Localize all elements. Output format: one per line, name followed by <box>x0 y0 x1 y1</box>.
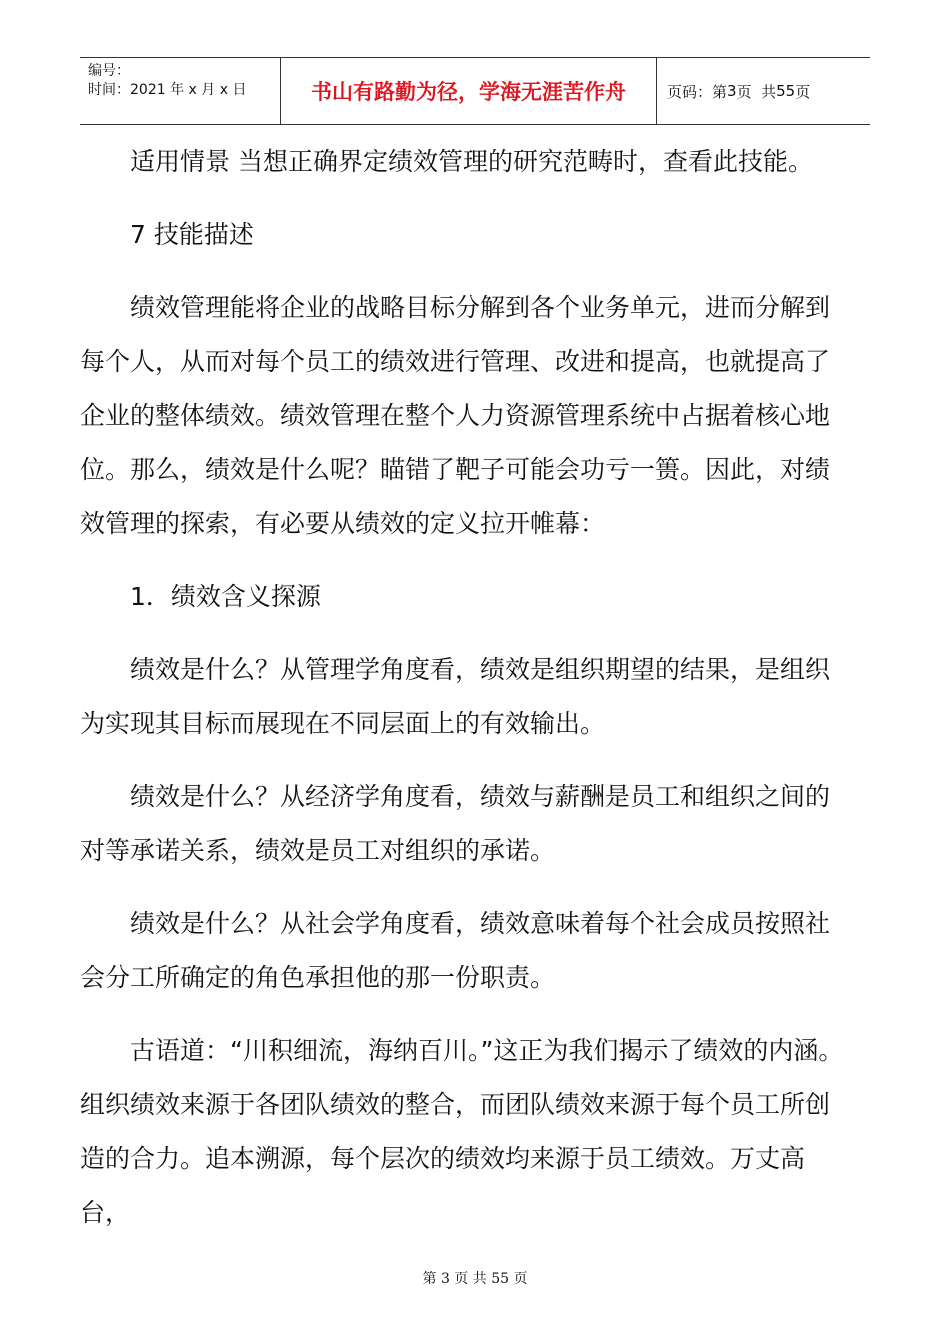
header-motto: 书山有路勤为径，学海无涯苦作舟 <box>280 58 657 124</box>
header-page-info <box>657 58 870 124</box>
document-body <box>80 135 850 1240</box>
page-number: 3 <box>727 82 737 100</box>
paragraph: 绩效是什么？从经济学角度看，绩效与薪酬是员工和组织之间的对等承诺关系，绩效是员工对组织的承诺。 <box>80 782 831 865</box>
section-heading-performance-origin: 1．绩效含义探源 <box>130 582 321 611</box>
page-label: 页码：第 <box>667 82 728 101</box>
page-footer: 第 3 页 共 55 页 <box>422 1271 528 1287</box>
page-end-label: 页 <box>795 82 811 101</box>
page-total: 55 <box>776 82 796 100</box>
header-meta <box>80 58 280 124</box>
paragraph: 绩效管理能将企业的战略目标分解到各个业务单元，进而分解到每个人，从而对每个员工的绩效进行管理、改进和提高，也就提高了企业的整体绩效。绩效管理在整个人力资源管理系统中占据着核心地位。那么，绩效是什么呢？瞄错了靶子可能会功亏一篑。因此，对绩效管理的探索，有必要从绩效的定义拉开帷幕： <box>80 293 831 538</box>
document-date: 时间：2021 年 x 月 x 日 <box>88 82 247 98</box>
page-header <box>80 57 870 125</box>
paragraph-scenario: 适用情景 当想正确界定绩效管理的研究范畴时，查看此技能。 <box>130 147 813 176</box>
page-middle-label: 页 共 <box>736 82 777 101</box>
document-number-label: 编号： <box>88 63 130 79</box>
paragraph: 古语道：“川积细流，海纳百川。”这正为我们揭示了绩效的内涵。组织绩效来源于各团队绩效的整合，而团队绩效来源于每个员工所创造的合力。追本溯源，每个层次的绩效均来源于员工绩效。万丈高台， <box>80 1036 844 1227</box>
section-heading-skill-description: 7 技能描述 <box>130 220 254 249</box>
paragraph: 绩效是什么？从管理学角度看，绩效是组织期望的结果，是组织为实现其目标而展现在不同层面上的有效输出。 <box>80 655 831 738</box>
paragraph: 绩效是什么？从社会学角度看，绩效意味着每个社会成员按照社会分工所确定的角色承担他的那一份职责。 <box>80 909 831 992</box>
